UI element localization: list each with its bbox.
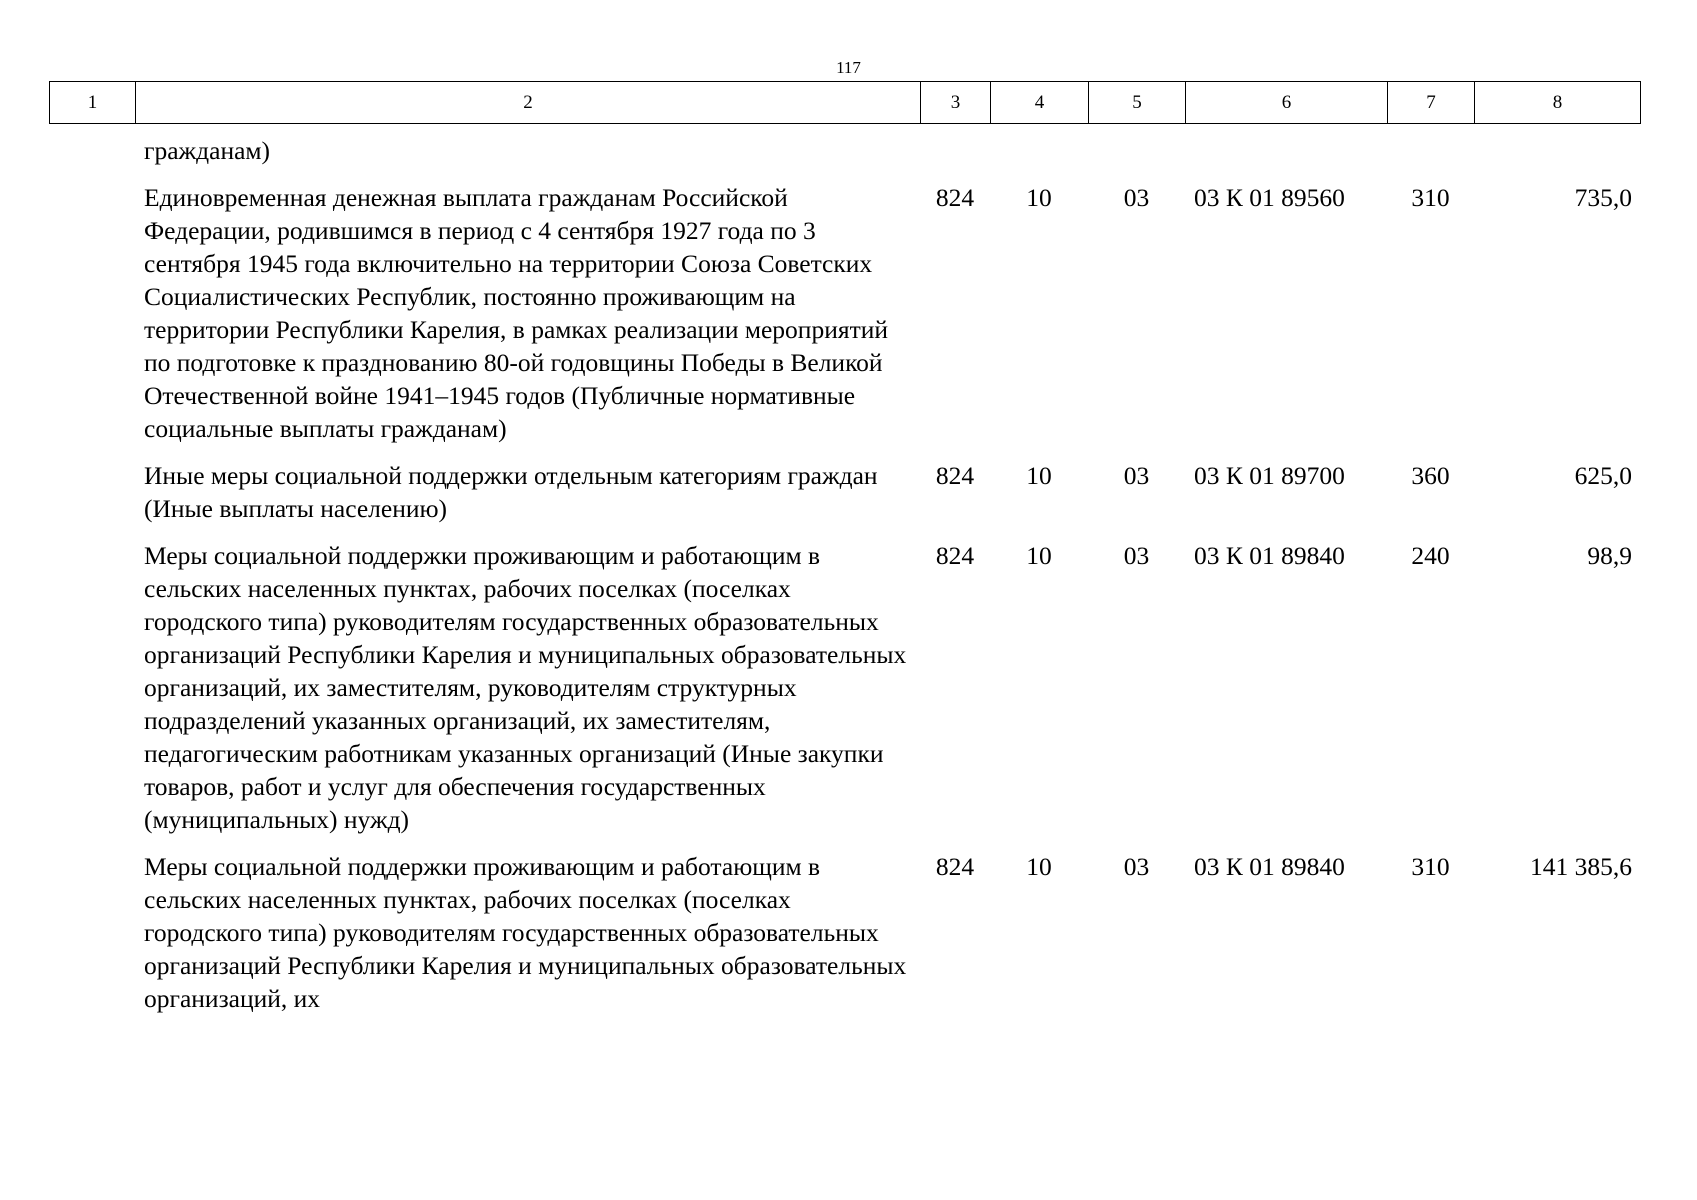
cell-col7: [1387, 134, 1474, 181]
cell-name: Единовременная денежная выплата гражданам Российской Федерации, родившимся в период с 4 сентября 1927 года по 3 сентября 1945 года включительно на территории Союза Советских Социалистических Республик, постоянно проживающим на территории Республики Карелия, в рамках реализации мероприятий по подготовке к празднованию 80-ой годовщины Победы в Великой Отечественной войне 1941–1945 годов (Публичные нормативные социальные выплаты гражданам): [144, 183, 889, 443]
cell-col4: 10: [1026, 852, 1052, 881]
cell-col6: 03 К 01 89840: [1194, 852, 1345, 881]
cell-col6: 03 К 01 89840: [1194, 541, 1345, 570]
cell-col8: 625,0: [1574, 461, 1632, 490]
page-number: 117: [836, 58, 861, 77]
budget-table: [49, 134, 1640, 1029]
table-row: [49, 539, 1640, 850]
cell-col6: 03 К 01 89560: [1194, 183, 1345, 212]
cell-name: Меры социальной поддержки проживающим и работающим в сельских населенных пунктах, рабочих поселках (поселках городского типа) руководителям государственных образовательных организаций Республики Карелия и муниципальных образовательных организаций, их заместителям, руководителям структурных подразделений указанных организаций, их заместителям, педагогическим работникам указанных организаций (Иные закупки товаров, работ и услуг для обеспечения государственных (муниципальных) нужд): [144, 541, 907, 834]
cell-col5: [1088, 134, 1185, 181]
header-col-8: 8: [1475, 82, 1641, 124]
cell-name: Иные меры социальной поддержки отдельным категориям граждан (Иные выплаты населению): [144, 461, 878, 523]
cell-col3: 824: [935, 461, 975, 490]
table-row: [49, 134, 1640, 181]
header-col-3: 3: [921, 82, 991, 124]
cell-col4: 10: [1026, 183, 1052, 212]
cell-col5: 03: [1123, 183, 1150, 212]
cell-col4: 10: [1026, 541, 1052, 570]
cell-col8: 98,9: [1587, 541, 1632, 570]
cell-col6: [1185, 134, 1387, 181]
cell-col5: 03: [1123, 541, 1150, 570]
header-col-7: 7: [1388, 82, 1475, 124]
table-header: [49, 81, 1641, 124]
cell-col3: 824: [935, 183, 975, 212]
header-col-1: 1: [50, 82, 136, 124]
cell-col3: [920, 134, 990, 181]
cell-col7: 240: [1411, 541, 1450, 570]
cell-col4: [990, 134, 1088, 181]
cell-name: Меры социальной поддержки проживающим и работающим в сельских населенных пунктах, рабочих поселках (поселках городского типа) руководителям государственных образовательных организаций Республики Карелия и муниципальных образовательных организаций, их: [144, 852, 907, 1013]
header-col-6: 6: [1186, 82, 1388, 124]
cell-col8: [1474, 134, 1640, 181]
table-row: [49, 850, 1640, 1029]
cell-col7: 360: [1411, 461, 1450, 490]
cell-col8: 735,0: [1574, 183, 1632, 212]
cell-col3: 824: [935, 541, 975, 570]
cell-col7: 310: [1411, 183, 1450, 212]
cell-col7: 310: [1411, 852, 1450, 881]
table-body: [49, 134, 1640, 1029]
cell-col3: 824: [935, 852, 975, 881]
cell-col6: 03 К 01 89700: [1194, 461, 1345, 490]
header-row: [50, 82, 1641, 124]
table-row: [49, 459, 1640, 539]
cell-col5: 03: [1123, 852, 1150, 881]
cell-col8: 141 385,6: [1530, 852, 1632, 881]
table-row: [49, 181, 1640, 459]
header-col-2: 2: [136, 82, 921, 124]
cell-name: гражданам): [144, 136, 271, 165]
cell-col5: 03: [1123, 461, 1150, 490]
cell-col4: 10: [1026, 461, 1052, 490]
header-col-5: 5: [1089, 82, 1186, 124]
header-col-4: 4: [991, 82, 1089, 124]
